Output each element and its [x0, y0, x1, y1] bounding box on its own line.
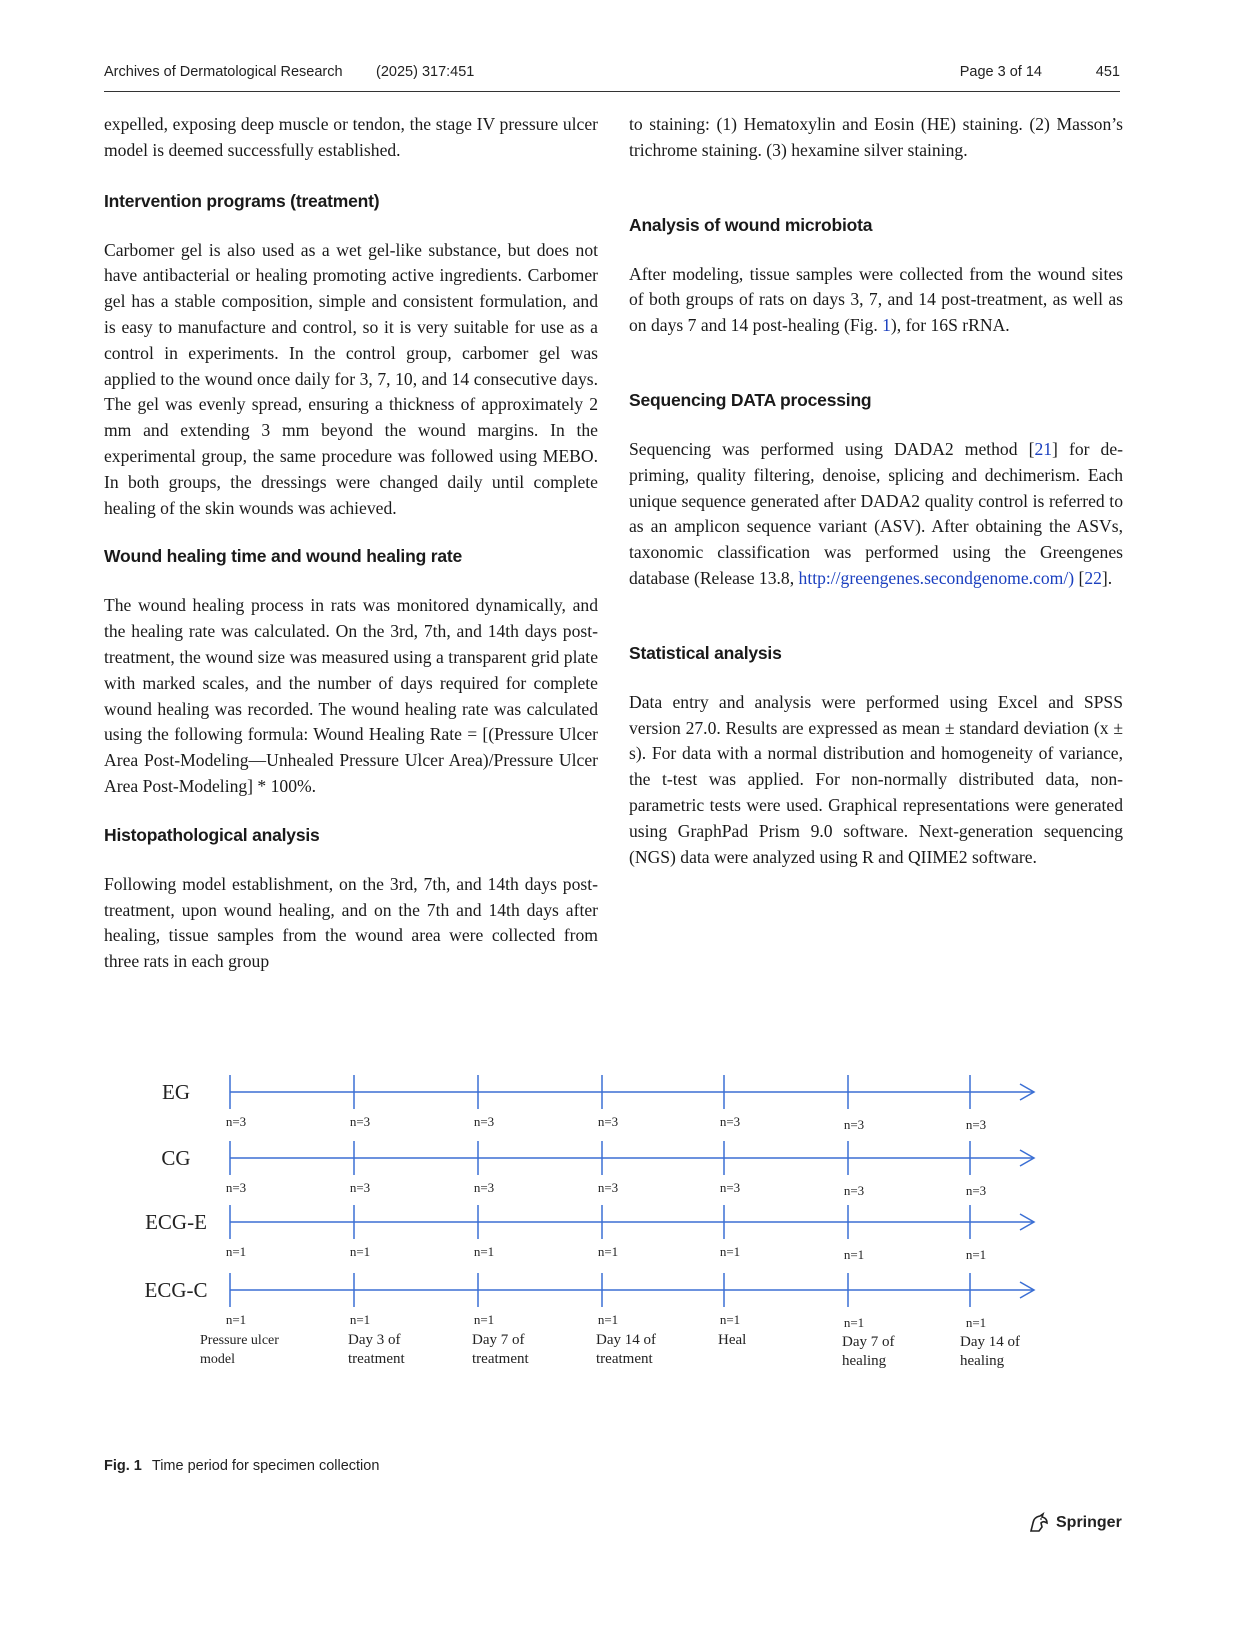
statistical-paragraph: Data entry and analysis were performed using Excel and SPSS version 27.0. Results are expressed as mean ± standard deviation (x ± s). For data with a normal distribution and homogeneity of variance, the t-test was applied. For non-normally distributed data, non-parametric tests were used. Graphical representations were generated using GraphPad Prism 9.0 software. Next-generation sequencing (NGS) data were analyzed using R and QIIME2 software.: [629, 691, 1123, 867]
timepoint-label: Day 14 of: [596, 1332, 656, 1348]
left-column: [104, 112, 598, 975]
figure-caption: [104, 1458, 379, 1474]
timepoint-label: model: [200, 1352, 235, 1367]
sample-count: n=3: [597, 1180, 619, 1195]
right-column: [629, 112, 1123, 870]
sample-count: n=1: [473, 1244, 495, 1259]
sequencing-paragraph: Sequencing was performed using DADA2 method [21] for de-priming, quality filtering, denoise, splicing and dechimerism. Each unique sequence generated after DADA2 quality control is referred to as an amplicon sequence variant (ASV). After obtaining the ASVs, taxonomic classification was performed using the Greengenes database (Release 13.8, http://greengenes.secondgenome.com/) [22].: [629, 438, 1124, 588]
sample-count: n=1: [965, 1315, 987, 1330]
sample-count: n=1: [719, 1312, 741, 1327]
heading-intervention: Intervention programs (treatment): [104, 190, 380, 211]
timeline-diagram: [104, 1080, 1120, 1430]
sample-count: n=3: [719, 1180, 741, 1195]
sample-count: n=1: [473, 1312, 495, 1327]
sample-count: n=3: [349, 1180, 371, 1195]
sample-count: n=1: [843, 1247, 865, 1262]
sample-count: n=3: [719, 1114, 741, 1129]
header-rule: [104, 91, 1120, 92]
caption-label: Fig. 1: [104, 1458, 142, 1474]
sample-count: n=3: [843, 1183, 865, 1198]
sample-count: n=3: [965, 1183, 987, 1198]
sample-count: n=1: [719, 1244, 741, 1259]
sample-count: n=3: [225, 1180, 247, 1195]
sample-count: n=3: [225, 1114, 247, 1129]
wound-healing-paragraph: The wound healing process in rats was monitored dynamically, and the healing rate was calculated. On the 3rd, 7th, and 14th days post-treatment, the wound size was measured using a transparent grid plate with marked scales, and the number of days required for complete wound healing was recorded. The wound healing rate was calculated using the following formula: Wound Healing Rate = [(Pressure Ulcer Area Post-Modeling—Unhealed Pressure Ulcer Area)/Pressure Ulcer Area Post-Modeling] * 100%.: [104, 595, 598, 796]
sample-count: n=3: [843, 1117, 865, 1132]
sample-count: n=1: [225, 1312, 247, 1327]
group-label: CG: [161, 1146, 191, 1170]
sample-count: n=1: [843, 1315, 865, 1330]
sample-count: n=1: [597, 1244, 619, 1259]
timepoint-label: treatment: [472, 1351, 529, 1367]
reference-21-link[interactable]: 21: [1034, 438, 1053, 459]
staining-paragraph: to staining: (1) Hematoxylin and Eosin (HE) staining. (2) Masson’s trichrome staining. (3) hexamine silver staining.: [629, 114, 1123, 160]
sample-count: n=1: [349, 1312, 371, 1327]
article-number: 451: [1095, 64, 1120, 80]
timepoint-label: Day 3 of: [348, 1332, 401, 1348]
greengenes-url-link[interactable]: http://greengenes.secondgenome.com/): [798, 567, 1075, 588]
group-label: ECG-E: [145, 1210, 207, 1234]
timepoint-label: Day 14 of: [960, 1334, 1020, 1350]
sample-count: n=3: [597, 1114, 619, 1129]
timepoint-label: Pressure ulcer: [200, 1333, 279, 1348]
journal-name: Archives of Dermatological Research: [104, 64, 343, 80]
publisher-name: Springer: [1056, 1514, 1122, 1531]
microbiota-paragraph: After modeling, tissue samples were collected from the wound sites of both groups of rats on days 3, 7, and 14 post-treatment, as well as on days 7 and 14 post-healing (Fig. 1), for 16S rRNA.: [629, 263, 1123, 336]
intervention-paragraph: Carbomer gel is also used as a wet gel-like substance, but does not have antibacterial or healing promoting active ingredients. Carbomer gel has a stable composition, simple and consistent formulation, and is easy to manufacture and control, so it is very suitable for use as a control in experiments. In the control group, carbomer gel was applied to the wound once daily for 3, 7, 10, and 14 consecutive days. The gel was evenly spread, ensuring a thickness of approximately 2 mm and extending 3 mm beyond the wound margins. In the experimental group, the same procedure was followed using MEBO. In both groups, the dressings were changed daily until complete healing of the skin wounds was achieved.: [104, 239, 598, 518]
volume-citation: (2025) 317:451: [376, 64, 475, 80]
sample-count: n=3: [965, 1117, 987, 1132]
intro-paragraph: expelled, exposing deep muscle or tendon, the stage IV pressure ulcer model is deemed successfully established.: [104, 114, 598, 160]
running-header: [104, 62, 1120, 86]
timepoint-label: healing: [960, 1353, 1005, 1369]
figure-1-link[interactable]: 1: [882, 315, 891, 336]
publisher-logo: [1028, 1513, 1122, 1533]
timepoint-label: Day 7 of: [842, 1334, 895, 1350]
sample-count: n=1: [597, 1312, 619, 1327]
sample-count: n=1: [225, 1244, 247, 1259]
timepoint-label: Day 7 of: [472, 1332, 525, 1348]
sample-count: n=1: [349, 1244, 371, 1259]
heading-microbiota: Analysis of wound microbiota: [629, 214, 873, 235]
sample-count: n=3: [349, 1114, 371, 1129]
heading-histopathological: Histopathological analysis: [104, 824, 320, 845]
heading-wound-healing: Wound healing time and wound healing rate: [104, 546, 463, 567]
heading-sequencing: Sequencing DATA processing: [629, 389, 872, 410]
histopathological-paragraph: Following model establishment, on the 3rd, 7th, and 14th days post-treatment, upon wound healing, and on the 7th and 14th days after healing, tissue samples from the wound area were collected from three rats in each group: [104, 873, 598, 972]
sample-count: n=3: [473, 1114, 495, 1129]
timepoint-label: treatment: [596, 1351, 653, 1367]
figure-1-timeline: [104, 1080, 1120, 1430]
timepoint-label: treatment: [348, 1351, 405, 1367]
heading-statistical: Statistical analysis: [629, 642, 782, 663]
group-label: ECG-C: [144, 1278, 208, 1302]
caption-text: Time period for specimen collection: [151, 1458, 380, 1474]
page-number: Page 3 of 14: [959, 64, 1042, 80]
group-label: EG: [162, 1080, 190, 1104]
springer-horse-icon: [1028, 1513, 1050, 1533]
timepoint-label: healing: [842, 1353, 887, 1369]
sample-count: n=1: [965, 1247, 987, 1262]
reference-22-link[interactable]: 22: [1084, 567, 1102, 588]
sample-count: n=3: [473, 1180, 495, 1195]
timepoint-label: Heal: [718, 1332, 747, 1348]
